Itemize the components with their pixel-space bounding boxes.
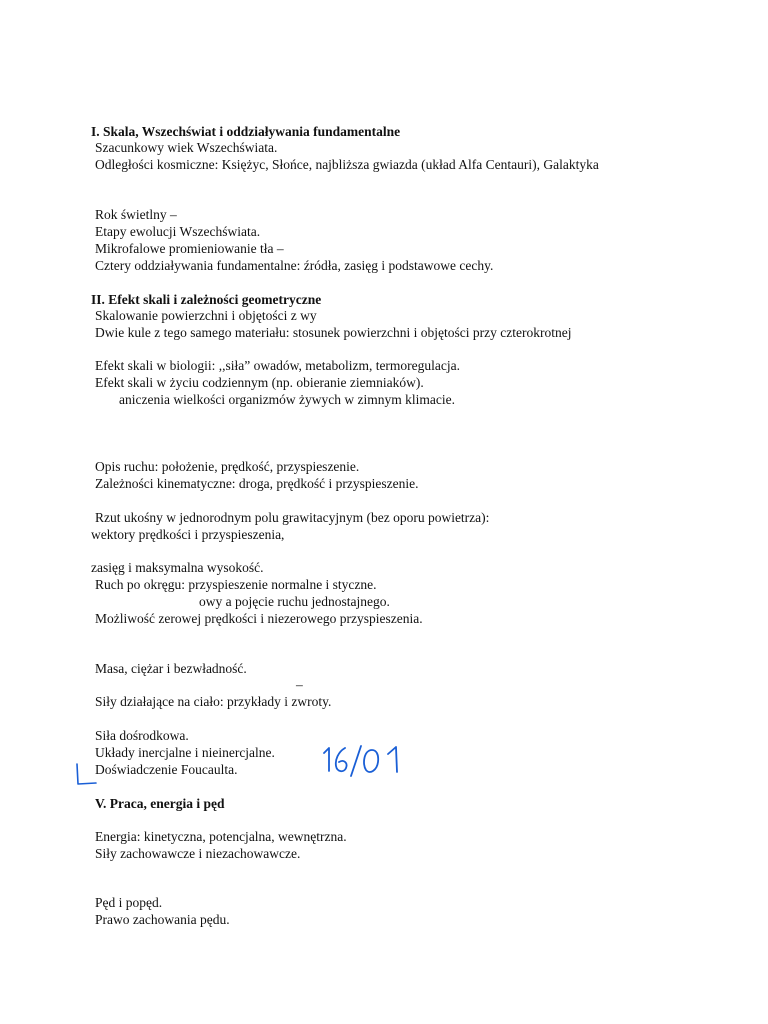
topic-line: Odległości kosmiczne: Księżyc, Słońce, najbliższa gwiazda (układ Alfa Centauri), Galaktyka [95, 157, 599, 172]
topic-line: Ruch po okręgu: przyspieszenie normalne i styczne. [95, 577, 377, 592]
topic-line: Opis ruchu: położenie, prędkość, przyspieszenie. [95, 459, 360, 474]
topic-line: Pęd i popęd. [95, 895, 163, 910]
topic-line: Możliwość zerowej prędkości i niezerowego przyspieszenia. [95, 611, 423, 626]
topic-line: Etapy ewolucji Wszechświata. [95, 224, 261, 239]
topic-line: wektory prędkości i przyspieszenia, [91, 527, 285, 542]
topic-line: aniczenia wielkości organizmów żywych w zimnym klimacie. [119, 392, 456, 407]
topic-line: zasięg i maksymalna wysokość. [91, 560, 264, 575]
topic-line: Rok świetlny – [95, 207, 177, 222]
handwritten-corner-mark [60, 740, 110, 788]
topic-line: Doświadczenie Foucaulta. [95, 762, 238, 777]
topic-line: Rzut ukośny w jednorodnym polu grawitacyjnym (bez oporu powietrza): [95, 510, 490, 525]
topic-line: Efekt skali w biologii: ,,siła” owadów, metabolizm, termoregulacja. [95, 358, 461, 373]
topic-line: Mikrofalowe promieniowanie tła – [95, 241, 284, 256]
topic-line: Efekt skali w życiu codziennym (np. obieranie ziemniaków). [95, 375, 424, 390]
topic-line: Skalowanie powierzchni i objętości z wy [95, 308, 317, 323]
topic-line: Energia: kinetyczna, potencjalna, wewnętrzna. [95, 829, 347, 844]
section-heading-1: I. Skala, Wszechświat i oddziaływania fundamentalne [91, 124, 401, 139]
topic-line: Prawo zachowania pędu. [95, 912, 230, 927]
topic-line: Siły działające na ciało: przykłady i zwroty. [95, 694, 332, 709]
topic-line: Dwie kule z tego samego materiału: stosunek powierzchni i objętości przy czterokrotnej [95, 325, 572, 340]
topic-line: Siła dośrodkowa. [95, 728, 189, 743]
section-heading-5: V. Praca, energia i pęd [95, 796, 225, 811]
handwritten-date [320, 742, 410, 782]
section-heading-2: II. Efekt skali i zależności geometryczne [91, 292, 322, 307]
topic-line: Masa, ciężar i bezwładność. [95, 661, 247, 676]
dash-mark: – [296, 677, 303, 692]
topic-line: Układy inercjalne i nieinercjalne. [95, 745, 275, 760]
topic-line: owy a pojęcie ruchu jednostajnego. [199, 594, 390, 609]
topic-line: Szacunkowy wiek Wszechświata. [95, 140, 278, 155]
topic-line: Siły zachowawcze i niezachowawcze. [95, 846, 301, 861]
topic-line: Cztery oddziaływania fundamentalne: źródła, zasięg i podstawowe cechy. [95, 258, 494, 273]
topic-line: Zależności kinematyczne: droga, prędkość i przyspieszenie. [95, 476, 419, 491]
